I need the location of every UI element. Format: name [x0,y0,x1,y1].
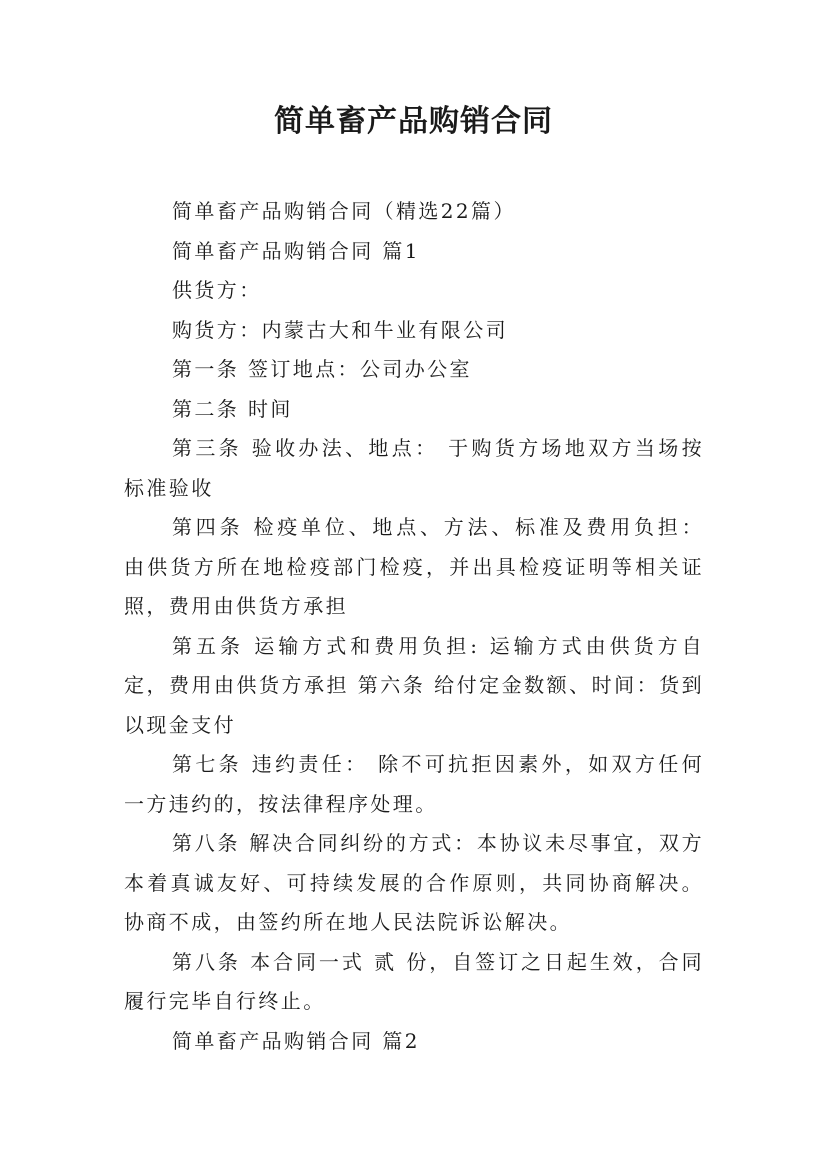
document-body [124,192,704,1061]
paragraph-clause-5: 第五条 运输方式和费用负担: 运输方式由供货方自定，费用由供货方承担 第六条 给付定金数额、时间：货到以现金支付 [124,633,704,737]
paragraph-clause-2: 第二条 时间 [172,396,293,421]
paragraph-clause-3: 第三条 验收办法、地点： 于购货方场地双方当场按标准验收 [124,436,704,500]
paragraph-article-heading: 简单畜产品购销合同 篇1 [172,238,420,263]
paragraph-clause-8b: 第八条 本合同一式 贰 份，自签订之日起生效，合同履行完毕自行终止。 [124,949,704,1013]
paragraph-collection-title: 简单畜产品购销合同（精选22篇） [172,199,516,223]
paragraph-clause-4: 第四条 检疫单位、地点、方法、标准及费用负担： 由供货方所在地检疫部门检疫，并出具检疫证明等相关证照，费用由供货方承担 [124,515,704,618]
paragraph-purchaser: 购货方：内蒙古大和牛业有限公司 [172,317,508,342]
paragraph-article-heading-2: 简单畜产品购销合同 篇2 [172,1028,420,1053]
paragraph-supplier: 供货方： [172,278,262,302]
paragraph-clause-1: 第一条 签订地点：公司办公室 [172,357,472,381]
paragraph-clause-8: 第八条 解决合同纠纷的方式：本协议未尽事宜，双方本着真诚友好、可持续发展的合作原则，共同协商解决。协商不成，由签约所在地人民法院诉讼解决。 [124,831,704,934]
paragraph-clause-7: 第七条 违约责任： 除不可抗拒因素外，如双方任何一方违约的，按法律程序处理。 [124,752,704,816]
document-title: 简单畜产品购销合同 [274,104,553,139]
